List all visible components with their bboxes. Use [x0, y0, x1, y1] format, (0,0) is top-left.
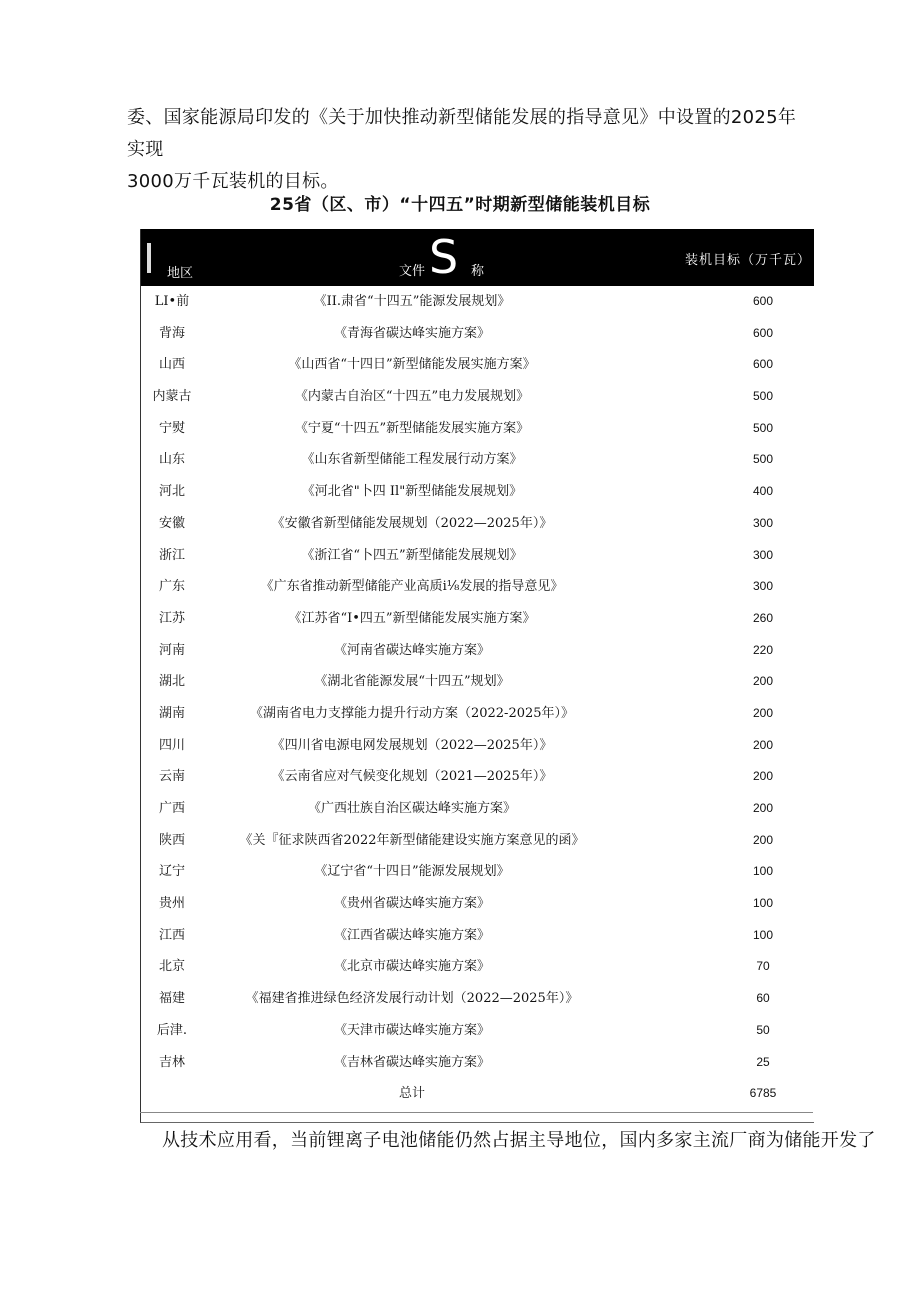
table-cell-target: 300 [752, 515, 774, 530]
total-value: 6785 [749, 1086, 777, 1101]
table-cell-target: 220 [752, 642, 774, 657]
table-cell-region: 内蒙古 [152, 389, 192, 405]
table-cell-file: 《江苏省“I•四五”新型储能发展实施方案》 [288, 610, 536, 626]
table-cell-target: 600 [752, 325, 774, 340]
table-cell-target: 300 [752, 547, 774, 562]
table-cell-target: 100 [752, 864, 774, 879]
table-cell-region: 湖北 [158, 674, 185, 690]
table-cell-region: 广西 [158, 801, 185, 816]
storage-target-table [140, 229, 814, 1123]
table-row [141, 951, 814, 983]
table-cell-region: 山东 [158, 452, 185, 468]
table-row [141, 1015, 814, 1047]
table-row [141, 508, 814, 540]
total-label: 总计 [398, 1086, 425, 1102]
table-cell-target: 200 [752, 674, 774, 689]
table-cell-region: 安徽 [158, 515, 185, 531]
table-row [141, 540, 814, 572]
table-cell-target: 200 [752, 737, 774, 752]
table-row [141, 318, 814, 350]
table-cell-region: 吉林 [158, 1054, 185, 1070]
intro-line-1: 委、国家能源局印发的《关于加快推动新型储能发展的指导意见》中设置的2025年实现 [127, 107, 797, 160]
table-body [141, 286, 814, 1110]
intro-paragraph [127, 102, 807, 198]
intro-line-2: 3000万千瓦装机的目标。 [127, 171, 339, 192]
table-cell-target: 60 [756, 991, 770, 1006]
table-cell-file: 《河南省碳达峰实施方案》 [333, 642, 490, 658]
header-region: 地区 [167, 266, 194, 281]
table-cell-region: 河北 [158, 484, 185, 500]
table-cell-file: 《湖北省能源发展“十四五”规划》 [314, 674, 510, 690]
table-cell-target: 25 [756, 1054, 770, 1069]
table-cell-file: 《天津市碳达峰实施方案》 [333, 1022, 490, 1038]
table-cell-target: 400 [752, 484, 774, 499]
table-header [141, 229, 814, 286]
table-row [141, 730, 814, 762]
table-cell-target: 600 [752, 357, 774, 372]
table-cell-file: 《II.肃省“十四五”能源发展规划》 [313, 294, 511, 309]
table-cell-region: 宁熨 [158, 420, 185, 436]
table-cell-region: 江苏 [158, 610, 185, 626]
table-cell-region: 陕西 [158, 832, 185, 848]
table-cell-region: 江西 [158, 927, 185, 943]
table-cell-file: 《四川省电源电网发展规划（2022—2025年）》 [271, 737, 553, 753]
header-target: 装机目标（万千瓦） [685, 253, 812, 268]
table-cell-file: 《浙江省“卜四五”新型储能发展规划》 [301, 547, 523, 563]
table-cell-target: 200 [752, 769, 774, 784]
table-bottom-rule [140, 1112, 813, 1113]
table-cell-target: 100 [752, 896, 774, 911]
table-cell-region: 河南 [158, 642, 185, 658]
table-cell-file: 《广东省推动新型储能产业高质i⅛发展的指导意见》 [260, 579, 564, 595]
table-row [141, 349, 814, 381]
table-cell-target: 200 [752, 832, 774, 847]
table-cell-file: 《宁夏“十四五”新型储能发展实施方案》 [294, 420, 530, 436]
table-row [141, 571, 814, 603]
table-cell-target: 500 [752, 389, 774, 404]
outro-line-1: 从技术应用看，当前锂离子电池储能仍然占据主导地位，国内多家主流厂商为储能开发了 [162, 1130, 876, 1151]
table-cell-file: 《河北省"卜四 Il"新型储能发展规划》 [301, 484, 523, 500]
table-cell-region: 辽宁 [158, 864, 185, 880]
table-cell-region: 云南 [158, 769, 185, 785]
table-row [141, 698, 814, 730]
table-total-row [141, 1078, 814, 1110]
table-cell-region: 湖南 [158, 705, 185, 721]
table-row [141, 793, 814, 825]
header-bar-mark [147, 243, 151, 273]
table-row [141, 476, 814, 508]
outro-paragraph [162, 1125, 876, 1157]
table-row [141, 381, 814, 413]
table-cell-target: 600 [752, 294, 774, 308]
table-cell-region: 北京 [158, 959, 185, 975]
table-cell-file: 《山西省“十四日”新型储能发展实施方案》 [288, 357, 536, 373]
table-cell-target: 500 [752, 420, 774, 435]
table-cell-target: 260 [752, 610, 774, 625]
table-cell-file: 《关『征求陕西省2022年新型储能建设实施方案意见的函》 [239, 832, 585, 848]
table-cell-file: 《贵州省碳达峰实施方案》 [333, 896, 490, 912]
table-row [141, 666, 814, 698]
table-cell-file: 《江西省碳达峰实施方案》 [333, 927, 490, 943]
table-cell-file: 《青海省碳达峰实施方案》 [333, 325, 490, 341]
table-cell-file: 《安徽省新型储能发展规划（2022—2025年）》 [271, 515, 553, 531]
table-cell-target: 300 [752, 579, 774, 594]
table-row [141, 983, 814, 1015]
table-cell-target: 100 [752, 927, 774, 942]
table-cell-file: 《福建省推进绿色经济发展行动计划（2022—2025年）》 [245, 991, 579, 1007]
table-row [141, 761, 814, 793]
table-cell-target: 50 [756, 1022, 770, 1037]
table-cell-file: 《吉林省碳达峰实施方案》 [333, 1054, 490, 1070]
table-cell-target: 500 [752, 452, 774, 467]
table-row [141, 825, 814, 857]
table-cell-region: 福建 [158, 991, 185, 1007]
table-cell-file: 《云南省应对气候变化规划（2021—2025年）》 [271, 769, 553, 785]
table-row [141, 603, 814, 635]
table-cell-region: 后津. [156, 1022, 188, 1038]
table-title: 25省（区、市）“十四五”时期新型储能装机目标 [269, 195, 651, 215]
table-cell-region: LI•前 [154, 294, 190, 309]
table-row [141, 888, 814, 920]
table-cell-region: 背海 [158, 325, 185, 341]
table-cell-target: 200 [752, 801, 774, 815]
table-cell-target: 70 [756, 959, 770, 974]
table-cell-file: 《湖南省电力支撑能力提升行动方案（2022-2025年）》 [249, 705, 575, 721]
table-cell-region: 浙江 [158, 547, 185, 563]
table-row [141, 1047, 814, 1079]
table-cell-file: 《广西壮族自治区碳达峰实施方案》 [307, 801, 516, 816]
table-row [141, 286, 814, 318]
table-cell-region: 贵州 [158, 896, 185, 912]
table-cell-file: 《内蒙古自治区“十四五”电力发展规划》 [294, 389, 530, 405]
table-cell-target: 200 [752, 705, 774, 720]
table-row [141, 635, 814, 667]
header-file-prefix: 文件 [399, 264, 426, 279]
header-file-glyph: S [429, 230, 459, 284]
table-row [141, 444, 814, 476]
table-row [141, 413, 814, 445]
table-cell-region: 山西 [158, 357, 185, 373]
table-cell-file: 《北京市碳达峰实施方案》 [333, 959, 490, 975]
table-cell-region: 四川 [158, 737, 185, 753]
table-row [141, 920, 814, 952]
header-file-suffix: 称 [471, 264, 485, 279]
table-cell-file: 《辽宁省“十四日”能源发展规划》 [314, 864, 510, 880]
table-cell-file: 《山东省新型储能工程发展行动方案》 [301, 452, 523, 468]
table-row [141, 856, 814, 888]
table-cell-region: 广东 [158, 579, 185, 595]
